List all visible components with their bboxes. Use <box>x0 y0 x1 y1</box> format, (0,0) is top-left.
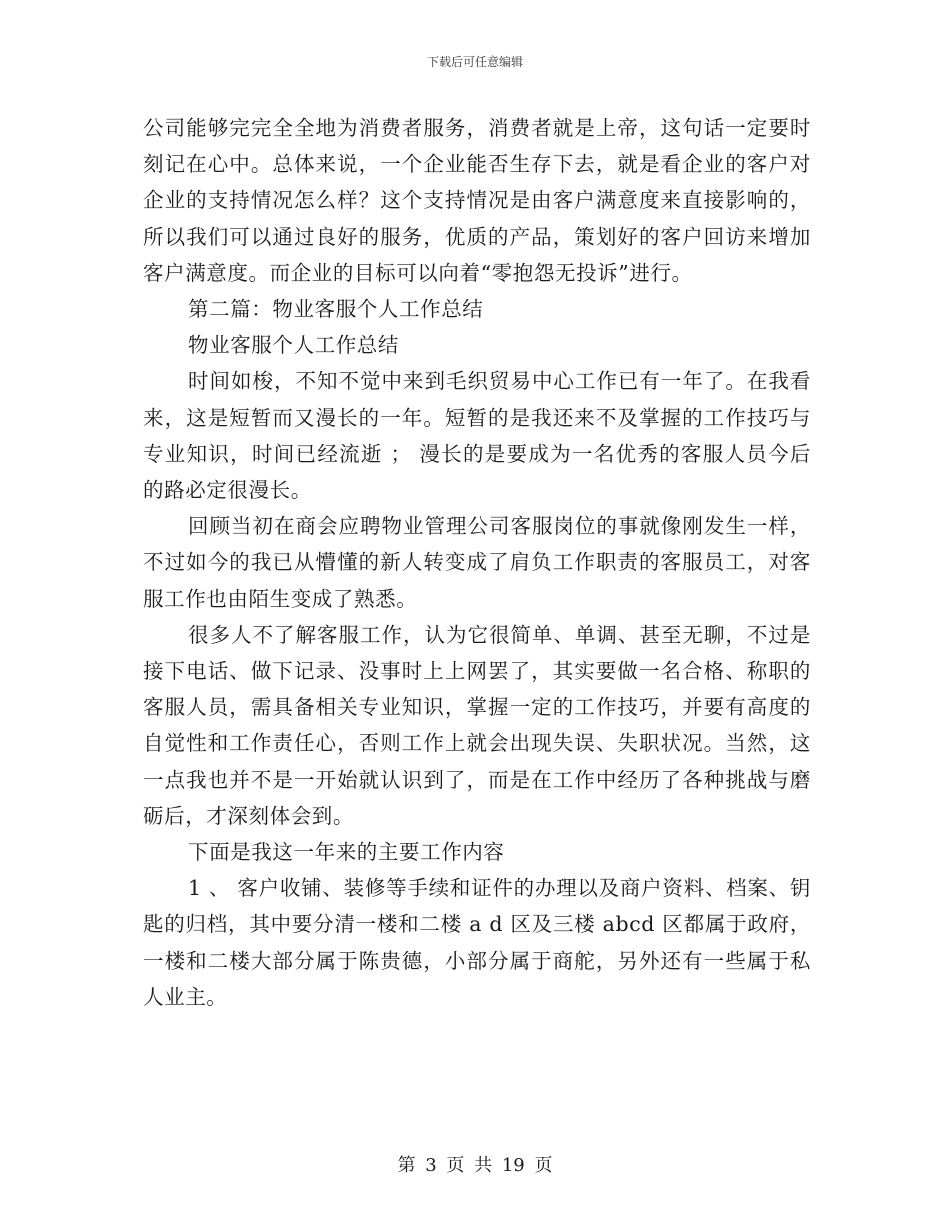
paragraph-5: 下面是我这一年来的主要工作内容 <box>188 840 505 865</box>
paragraph-6: 1 、 客户收铺、装修等手续和证件的办理以及商户资料、档案、钥匙的归档，其中要分清一楼和二楼 a d 区及三楼 abcd 区都属于政府，一楼和二楼大部分属于陈贵德，小部分属于商舵，另外还有一些属于私人业主。 <box>143 876 811 1009</box>
paragraph-3: 回顾当初在商会应聘物业管理公司客服岗位的事就像刚发生一样，不过如今的我已从懵懂的新人转变成了肩负工作职责的客服员工，对客服工作也由陌生变成了熟悉。 <box>143 514 811 611</box>
document-title: 物业客服个人工作总结 <box>188 333 399 358</box>
paragraph-4: 很多人不了解客服工作，认为它很简单、单调、甚至无聊，不过是接下电话、做下记录、没事时上上网罢了，其实要做一名合格、称职的客服人员，需具备相关专业知识，掌握一定的工作技巧，并要有高度的自觉性和工作责任心，否则工作上就会出现失误、失职状况。当然，这一点我也并不是一开始就认识到了，而是在工作中经历了各种挑战与磨砺后，才深刻体会到。 <box>143 622 811 828</box>
page-number-footer: 第 3 页 共 19 页 <box>397 1155 553 1176</box>
section-heading: 第二篇：物业客服个人工作总结 <box>188 297 484 322</box>
page-header-note: 下载后可任意编辑 <box>426 55 523 69</box>
paragraph-2: 时间如梭，不知不觉中来到毛织贸易中心工作已有一年了。在我看来，这是短暂而又漫长的一年。短暂的是我还来不及掌握的工作技巧与专业知识，时间已经流逝 ； 漫长的是要成为一名优秀的客服人员今后的路必定很漫长。 <box>143 369 811 503</box>
paragraph-1: 公司能够完完全全地为消费者服务，消费者就是上帝，这句话一定要时刻记在心中。总体来说，一个企业能否生存下去，就是看企业的客户对企业的支持情况怎么样？这个支持情况是由客户满意度来直接影响的，所以我们可以通过良好的服务，优质的产品，策划好的客户回访来增加客户满意度。而企业的目标可以向着“零抱怨无投诉”进行。 <box>143 116 811 285</box>
document-body <box>143 110 811 1015</box>
